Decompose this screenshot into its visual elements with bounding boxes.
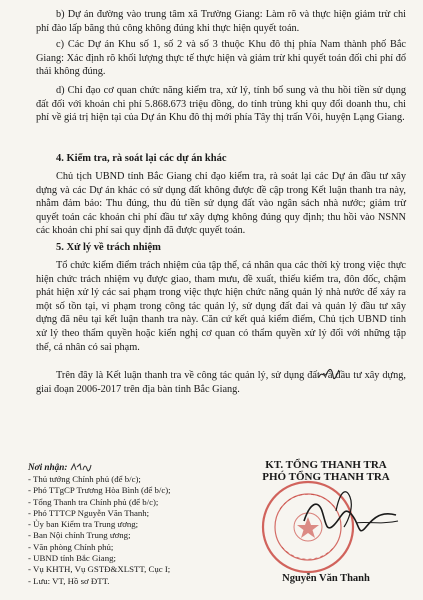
signature-title-line1: KT. TỔNG THANH TRA (265, 459, 387, 471)
recipient-item: - Ban Nội chính Trung ương; (28, 530, 131, 541)
signer-name: Nguyễn Văn Thanh (282, 573, 370, 584)
recipients-items (28, 474, 228, 587)
recipient-item: - UBND tỉnh Bắc Giang; (28, 553, 116, 564)
end-mark-scribble (318, 368, 340, 380)
recipients-label (28, 462, 228, 472)
signature-block (236, 459, 416, 584)
handwritten-signature (296, 481, 406, 551)
paragraph-b: b) Dự án đường vào trung tâm xã Trường Giang: Làm rõ và thực hiện giảm trừ chi phí đào lấp băng thủ công không đúng khi thực hiện quyết toán. (36, 9, 406, 34)
signature-title-line2: PHÓ TỔNG THANH TRA (262, 471, 390, 483)
paragraph-section-4: Chủ tịch UBND tỉnh Bắc Giang chỉ đạo kiểm tra, rà soát lại các Dự án đầu tư xây dựng và các Dự án khác có sử dụng đất không được đề cập trong Kết luận thanh tra này, nhằm đảm bảo: Thu đúng, thu đủ tiền sử dụng đất vào ngân sách nhà nước; giảm trừ quyết toán các khoản chi phí đầu tư xây dựng không đúng quy định; thu hồi vào NSNN các khoản chi phí sai quy định đã được quyết toán. (36, 171, 406, 237)
recipient-item: - Văn phòng Chính phủ; (28, 541, 114, 552)
recipient-item: - Lưu: VT, Hồ sơ ĐTT. (28, 575, 110, 586)
recipient-item: - Phó TTgCP Trương Hòa Bình (để b/c); (28, 485, 171, 496)
recipient-item: - Phó TTTCP Nguyễn Văn Thanh; (28, 507, 150, 518)
recipients-label-text: Nơi nhận: (28, 462, 68, 472)
initials-scribble (70, 462, 92, 472)
paragraph-d: d) Chỉ đạo cơ quan chức năng kiểm tra, xử lý, tính bổ sung và thu hồi tiền sử dụng đất đối với khoản chi phí 5.868.673 triệu đồng, do tính trùng khi quy đổi doanh thu, chi phí về giá trị hiện tại của Dự án Khu đô thị mới phía Tây thị trấn Vôi, huyện Lạng Giang. (36, 85, 406, 124)
paragraph-c: c) Các Dự án Khu số 1, số 2 và số 3 thuộc Khu đô thị phía Nam thành phố Bắc Giang: Xác định rõ khối lượng thực tế thực hiện và giảm trừ khi quyết toán đối chi phí đổ thải không đúng. (36, 39, 406, 78)
section-4-heading: 4. Kiểm tra, rà soát lại các dự án khác (56, 153, 227, 164)
paragraph-conclusion: Trên đây là Kết luận thanh tra về công tác quản lý, sử dụng đất và đầu tư xây dựng, giai đoạn 2006-2017 trên địa bàn tỉnh Bắc Giang. (36, 370, 406, 395)
recipients-list (28, 462, 228, 587)
recipient-item: - Tổng Thanh tra Chính phủ (để b/c); (28, 496, 159, 507)
recipient-item: - Ủy ban Kiểm tra Trung ương; (28, 519, 139, 530)
recipient-item: - Vụ KHTH, Vụ GSTĐ&XLSTT, Cục I; (28, 564, 171, 575)
paragraph-section-5: Tổ chức kiểm điểm trách nhiệm của tập thể, cá nhân qua các thời kỳ trong việc thực hiện chức trách nhiệm vụ được giao, tham mưu, đề xuất, thiếu kiểm tra, đôn đốc, chậm phát hiện xử lý các sai phạm trong việc thực hiện chức năng quản lý nhà nước để xảy ra một số tồn tại, vi phạm trong công tác quản lý, sử dụng đất đai và quản lý đầu tư xây dựng đã nêu tại kết luận thanh tra này. Căn cứ kết quả kiểm điểm, Chủ tịch UBND tỉnh xử lý theo thẩm quyền hoặc kiến nghị cơ quan có thẩm quyền xử lý đối với những tập thể, cá nhân có sai phạm. (36, 260, 406, 353)
section-5-heading: 5. Xử lý về trách nhiệm (56, 242, 161, 253)
recipient-item: - Thủ tướng Chính phủ (để b/c); (28, 474, 141, 484)
